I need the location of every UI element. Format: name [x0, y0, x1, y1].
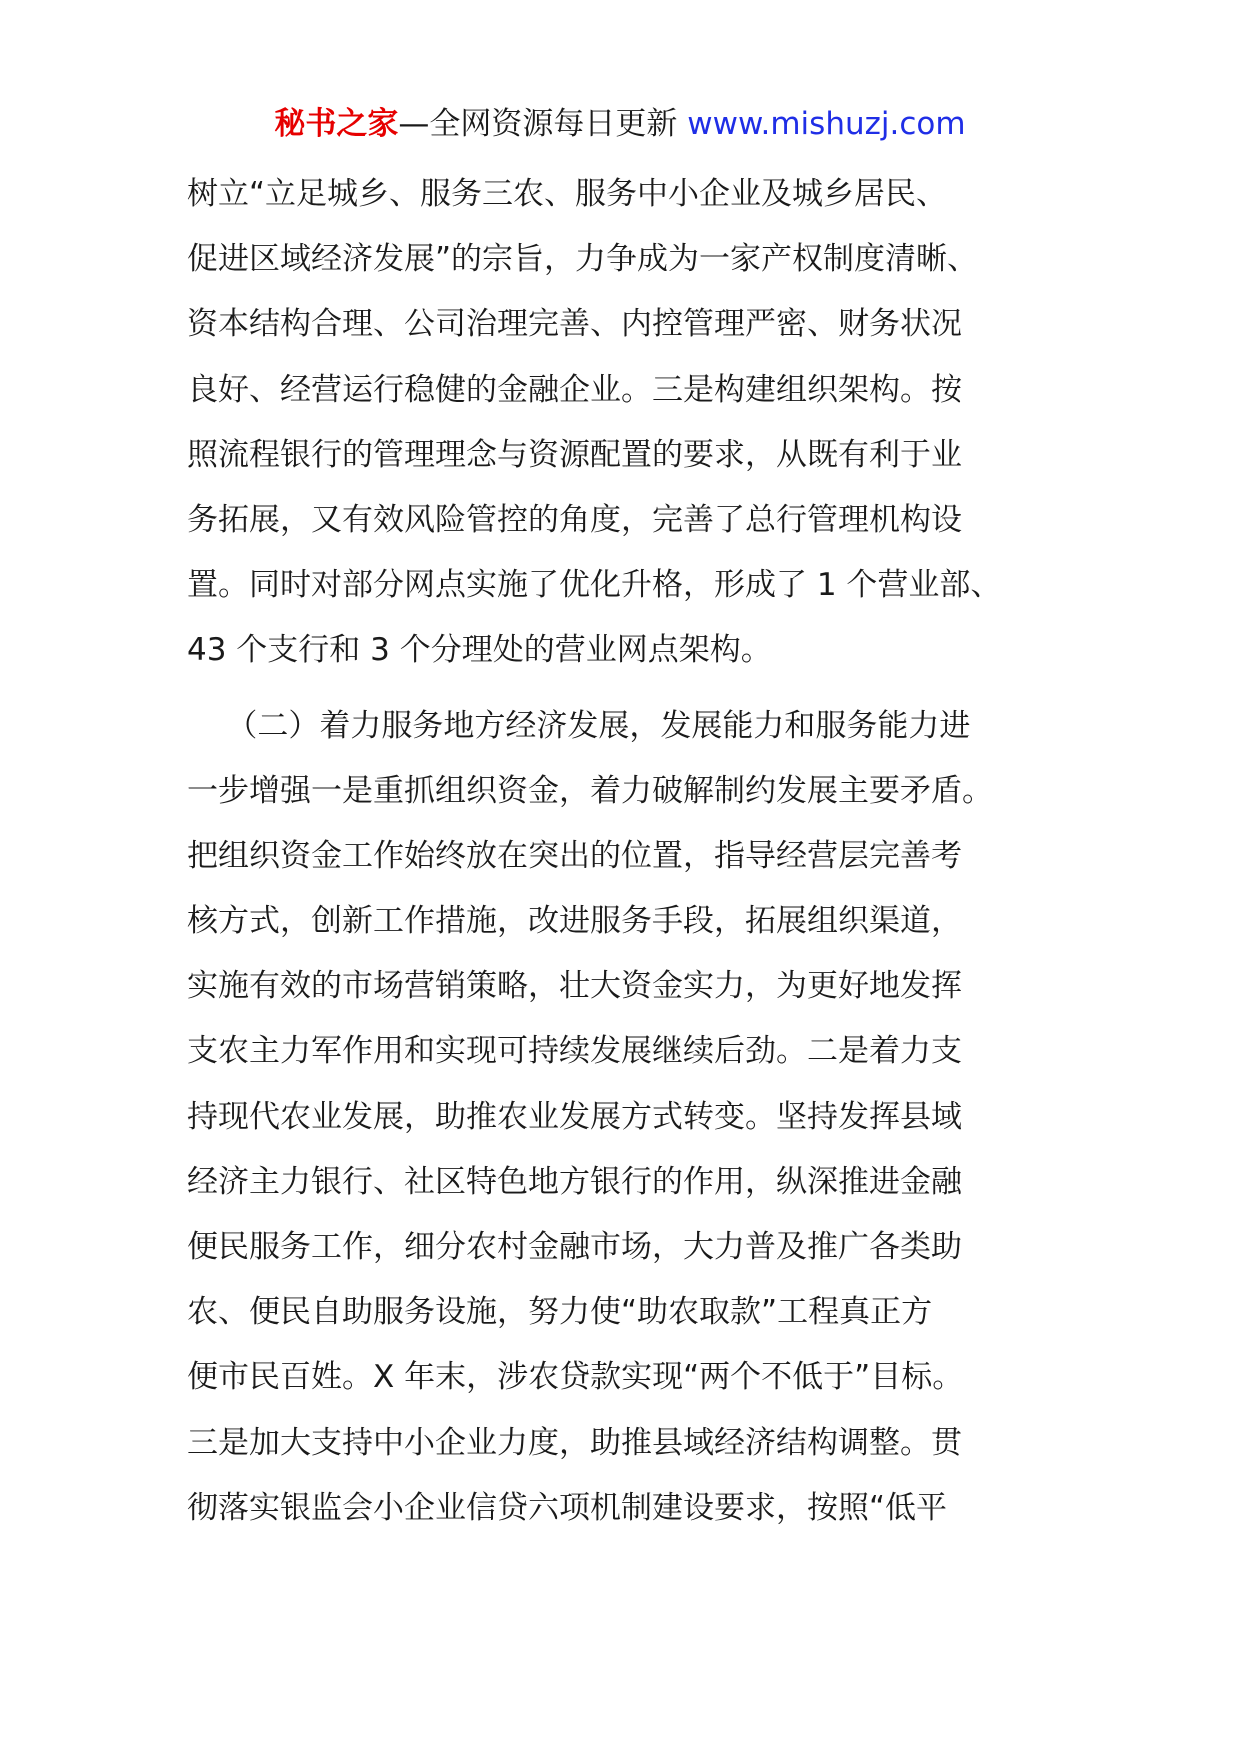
- text-line: 经济主力银行、社区特色地方银行的作用，纵深推进金融: [187, 1163, 962, 1200]
- text-line: 树立“立足城乡、服务三农、服务中小企业及城乡居民、: [187, 176, 948, 212]
- text-line: 实施有效的市场营销策略，壮大资金实力，为更好地发挥: [187, 968, 962, 1005]
- header-url-link[interactable]: www.mishuzj.com: [687, 106, 966, 142]
- text-line: 支农主力军作用和实现可持续发展继续后劲。二是着力支: [187, 1033, 962, 1070]
- paragraph-spacer: [187, 684, 1067, 694]
- text-line: 持现代农业发展，助推农业发展方式转变。坚持发挥县域: [187, 1098, 962, 1135]
- header-tagline: —全网资源每日更新: [398, 106, 678, 142]
- document-body: [187, 162, 1067, 1541]
- text-line: 把组织资金工作始终放在突出的位置，指导经营层完善考: [187, 837, 962, 874]
- text-line: 促进区域经济发展”的宗旨，力争成为一家产权制度清晰、: [187, 241, 979, 278]
- text-line: 一步增强一是重抓组织资金，着力破解制约发展主要矛盾。: [187, 772, 993, 809]
- paragraph-2: [187, 694, 1067, 1541]
- text-line: （二）着力服务地方经济发展，发展能力和服务能力进: [187, 707, 971, 744]
- text-line: 农、便民自助服务设施，努力使“助农取款”工程真正方: [187, 1294, 933, 1331]
- text-line: 三是加大支持中小企业力度，助推县域经济结构调整。贯: [187, 1424, 962, 1461]
- page-header: [0, 100, 1240, 148]
- text-line: 照流程银行的管理理念与资源配置的要求，从既有利于业: [187, 436, 962, 473]
- text-line: 核方式，创新工作措施，改进服务手段，拓展组织渠道，: [187, 903, 962, 940]
- text-line: 资本结构合理、公司治理完善、内控管理严密、财务状况: [187, 306, 962, 343]
- text-line: 良好、经营运行稳健的金融企业。三是构建组织架构。按: [187, 371, 962, 408]
- text-line: 便民服务工作，细分农村金融市场，大力普及推广各类助: [187, 1229, 962, 1265]
- text-line: 43 个支行和 3 个分理处的营业网点架构。: [187, 632, 772, 669]
- text-line: 置。同时对部分网点实施了优化升格，形成了 1 个营业部、: [187, 567, 1002, 604]
- text-line: 便市民百姓。X 年末，涉农贷款实现“两个不低于”目标。: [187, 1359, 964, 1396]
- text-line: 彻落实银监会小企业信贷六项机制建设要求，按照“低平: [187, 1489, 948, 1526]
- text-line: 务拓展，又有效风险管控的角度，完善了总行管理机构设: [187, 501, 962, 538]
- header-brand: 秘书之家: [274, 106, 399, 142]
- paragraph-1: [187, 162, 1067, 684]
